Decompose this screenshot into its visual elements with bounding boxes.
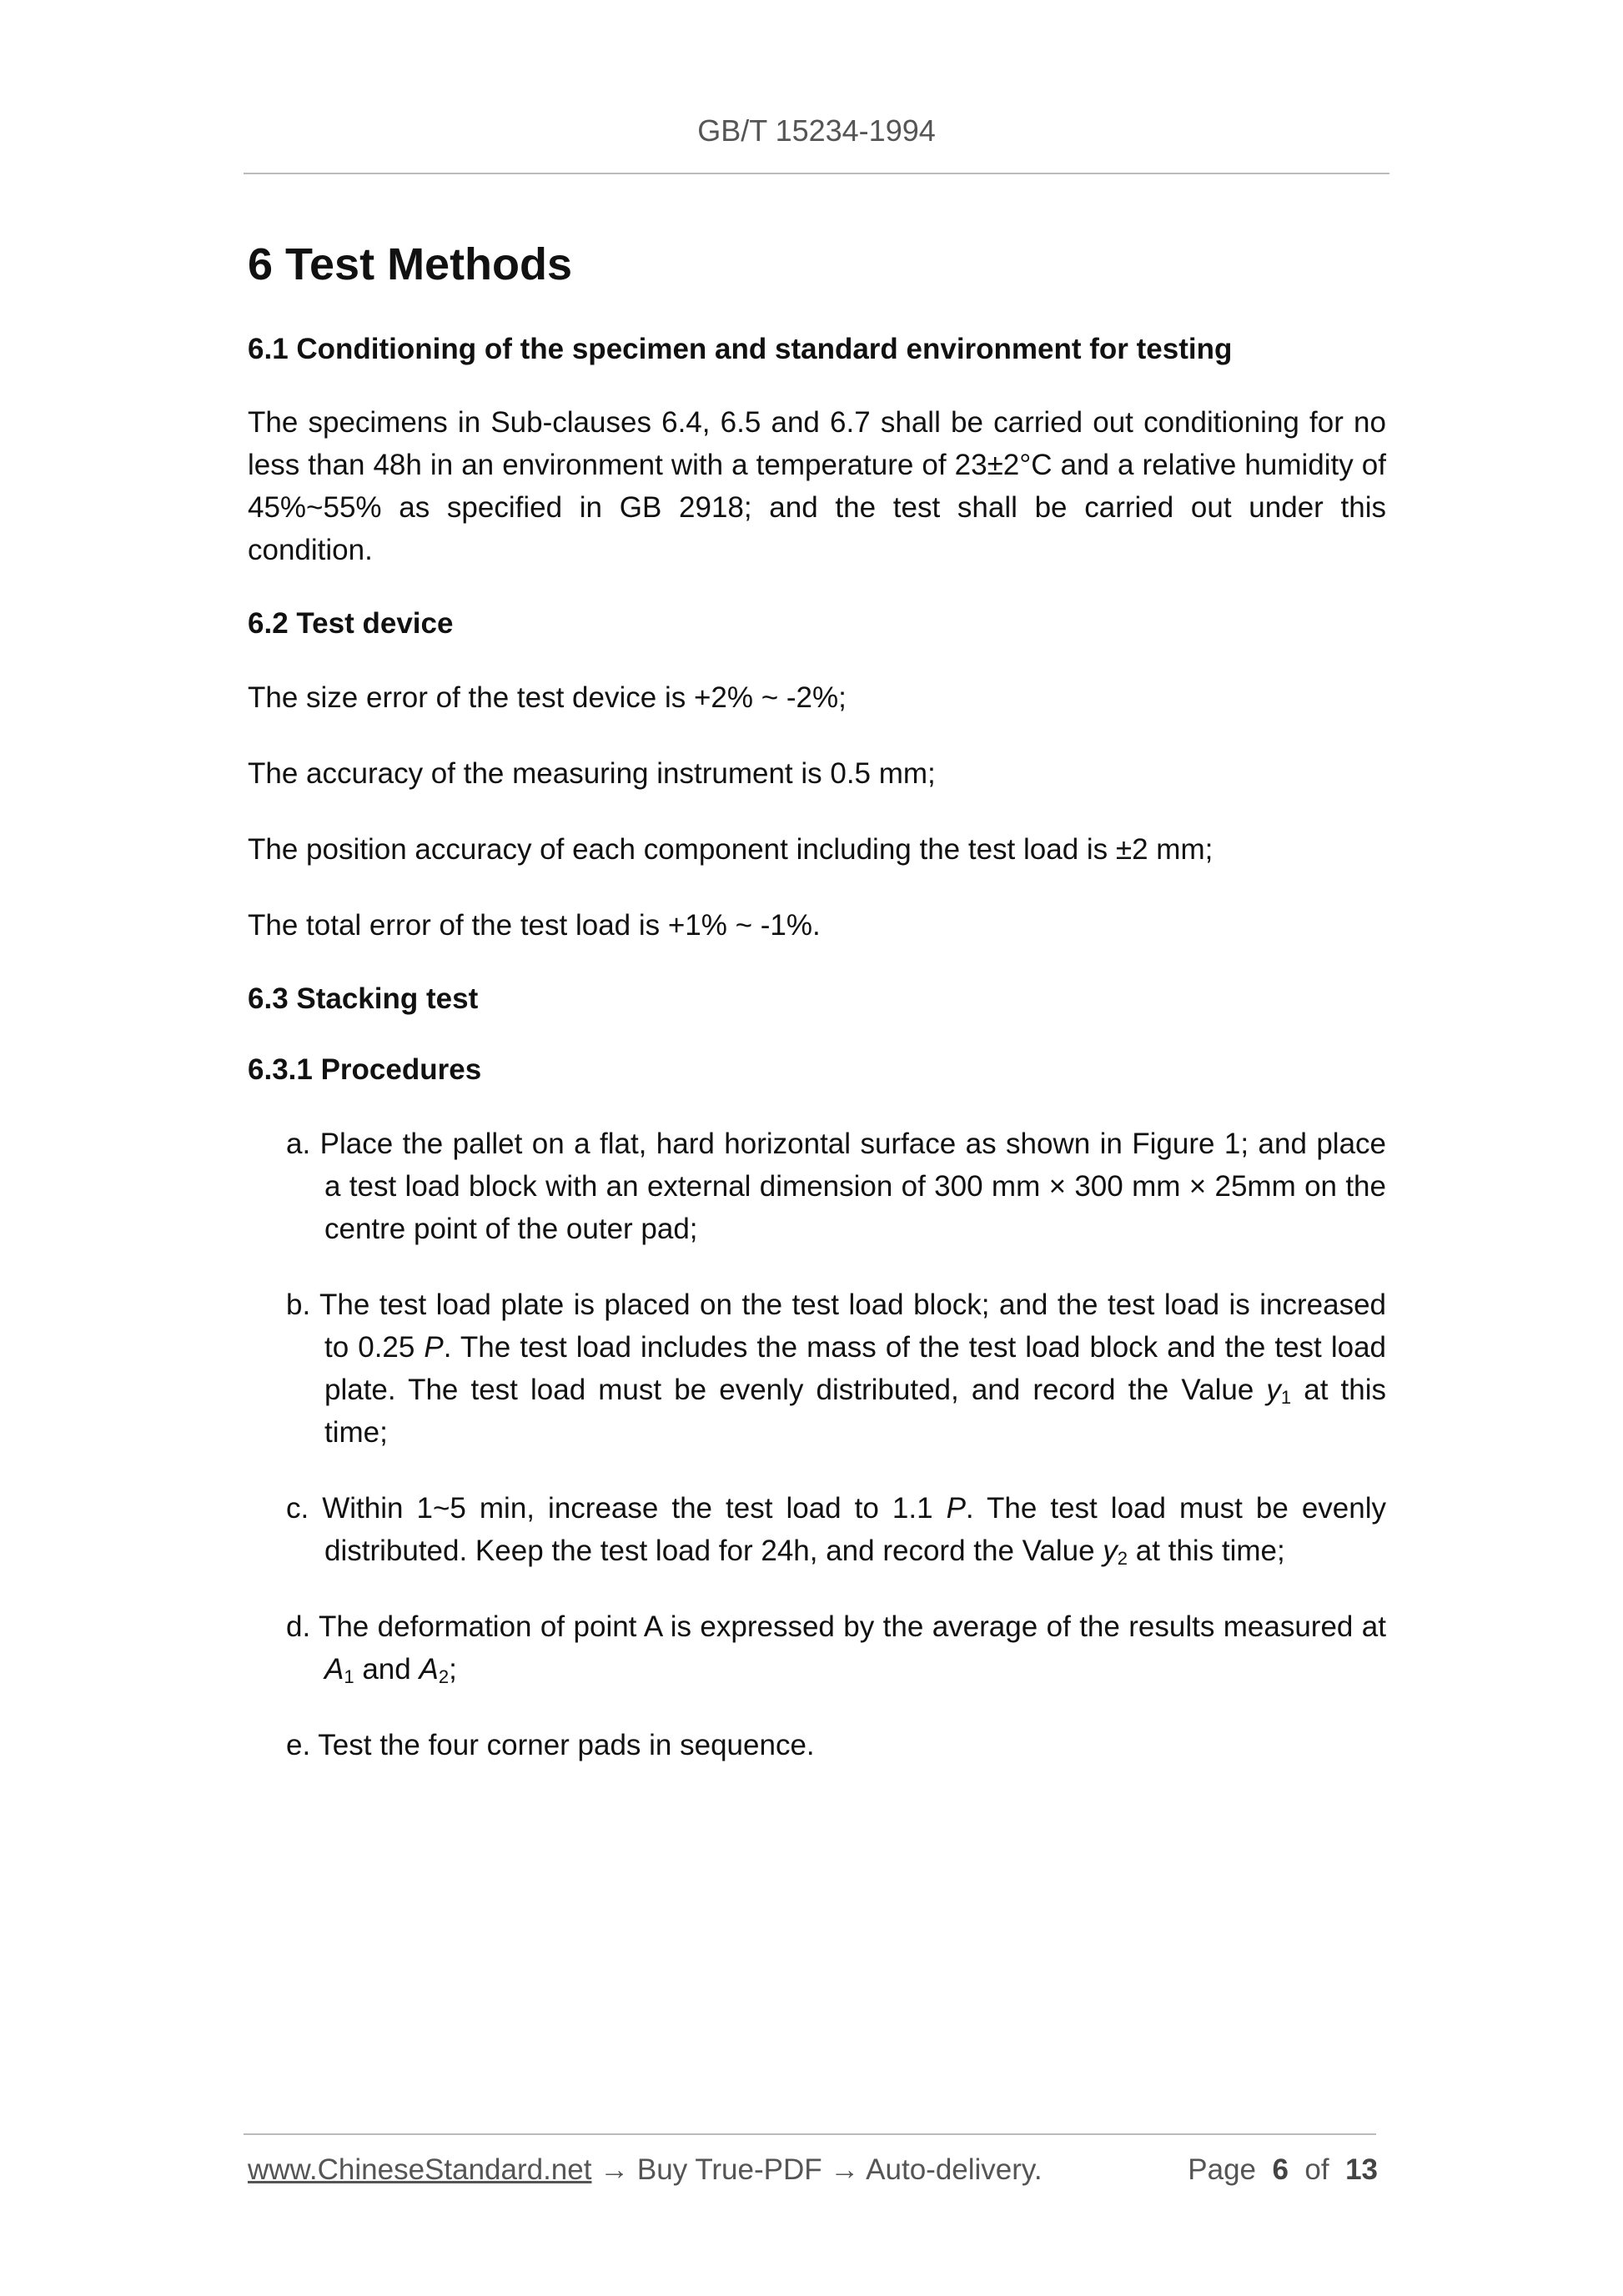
procedure-list <box>248 1123 1386 1766</box>
symbol-A2: A <box>419 1652 439 1686</box>
page-counter: Page 6 of 13 <box>1188 2153 1378 2186</box>
subsection-heading-6-3-1: 6.3.1 Procedures <box>248 1053 482 1087</box>
section-title: 6 Test Methods <box>248 239 573 289</box>
header-divider <box>244 173 1389 174</box>
subsection-heading-6-1: 6.1 Conditioning of the specimen and standard environment for testing <box>248 332 1233 365</box>
symbol-y1: y <box>1266 1373 1281 1406</box>
procedure-item-a: a. Place the pallet on a flat, hard horizontal surface as shown in Figure 1; and place a test load block with an external dimension of 300 mm × 300 mm × 25mm on the centre point of the outer pad; <box>286 1127 1386 1245</box>
footer-divider <box>244 2133 1376 2135</box>
symbol-P: P <box>424 1330 444 1364</box>
subsection-heading-6-2: 6.2 Test device <box>248 607 454 641</box>
symbol-P: P <box>946 1491 966 1525</box>
page-content <box>248 238 1386 1800</box>
paragraph-size-error: The size error of the test device is +2% ~ -2%; <box>248 681 847 714</box>
procedure-item-b: b. The test load plate is placed on the test load block; and the test load is increased to 0.25 P. The test load includes the mass of the test load block and the test load plate. The test load must be evenly distributed, and record the Value $y_1$ at this time; <box>286 1288 1386 1449</box>
page-footer <box>248 2153 1378 2187</box>
paragraph-6-1: The specimens in Sub-clauses 6.4, 6.5 and 6.7 shall be carried out conditioning for no less than 48h in an environment with a temperature of 23±2°C and a relative humidity of 45%~55% as specified in GB 2918; and the test shall be carried out under this condition. <box>248 406 1386 567</box>
paragraph-accuracy: The accuracy of the measuring instrument is 0.5 mm; <box>248 756 936 790</box>
symbol-y2: y <box>1103 1534 1118 1567</box>
procedure-item-c: c. Within 1~5 min, increase the test load to 1.1 P. The test load must be evenly distributed. Keep the test load for 24h, and record the Value $y_2$ at this time; <box>286 1491 1386 1569</box>
website-link[interactable]: www.ChineseStandard.net <box>248 2153 592 2186</box>
procedure-item-e: e. Test the four corner pads in sequence. <box>286 1728 815 1761</box>
footer-promo: www.ChineseStandard.net → Buy True-PDF → Auto-delivery. <box>248 2153 1043 2186</box>
total-page-number: 13 <box>1345 2153 1378 2186</box>
paragraph-total-error: The total error of the test load is +1% ~ -1%. <box>248 908 821 942</box>
symbol-A1: A <box>324 1652 344 1686</box>
procedure-item-d: d. The deformation of point A is expressed by the average of the results measured at $A_1$ and $A_2$; <box>286 1610 1386 1687</box>
subsection-heading-6-3: 6.3 Stacking test <box>248 982 479 1015</box>
page-header: GB/T 15234-1994 <box>697 113 936 148</box>
current-page-number: 6 <box>1272 2153 1289 2186</box>
paragraph-position-accuracy: The position accuracy of each component including the test load is ±2 mm; <box>248 832 1213 866</box>
